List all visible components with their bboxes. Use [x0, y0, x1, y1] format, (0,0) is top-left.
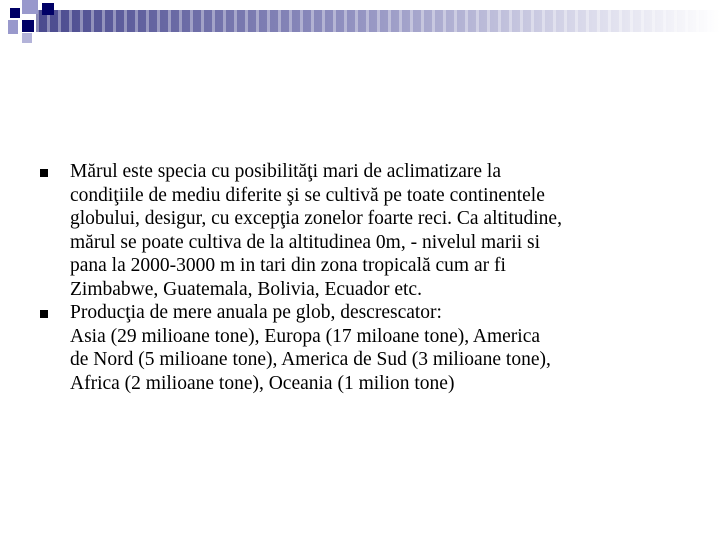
decor-square — [10, 8, 20, 18]
text-line: condiţiile de mediu diferite şi se cultivă pe toate continentele — [70, 184, 545, 206]
text-line: Producţia de mere anuala pe glob, descrescator: — [70, 302, 442, 323]
text-line: mărul se poate cultiva de la altitudinea 0m, - nivelul marii si — [70, 231, 541, 253]
text-line: pana la 2000-3000 m in tari din zona tropicală cum ar fi — [70, 255, 506, 276]
decor-square — [22, 20, 34, 32]
header-decoration — [0, 0, 720, 45]
header-band-stripes — [36, 10, 720, 32]
decor-square — [8, 20, 18, 34]
text-line: de Nord (5 milioane tone), America de Sud (3 milioane tone), — [70, 349, 551, 370]
bullet-item — [40, 301, 690, 395]
text-line: Mărul este specia cu posibilităţi mari de aclimatizare la — [70, 161, 501, 182]
bullet-list — [40, 160, 690, 395]
text-line: Africa (2 milioane tone), Oceania (1 milion tone) — [70, 372, 455, 394]
bullet-item — [40, 160, 690, 301]
decor-square — [42, 3, 54, 15]
slide-content — [40, 160, 690, 395]
text-line: Zimbabwe, Guatemala, Bolivia, Ecuador etc. — [70, 278, 422, 300]
decor-square — [22, 0, 38, 14]
text-line: Asia (29 milioane tone), Europa (17 miloane tone), America — [70, 325, 541, 347]
decor-square — [22, 33, 32, 43]
square-bullet-icon — [40, 310, 48, 318]
square-bullet-icon — [40, 169, 48, 177]
text-line: globului, desigur, cu excepţia zonelor foarte reci. Ca altitudine, — [70, 208, 562, 229]
